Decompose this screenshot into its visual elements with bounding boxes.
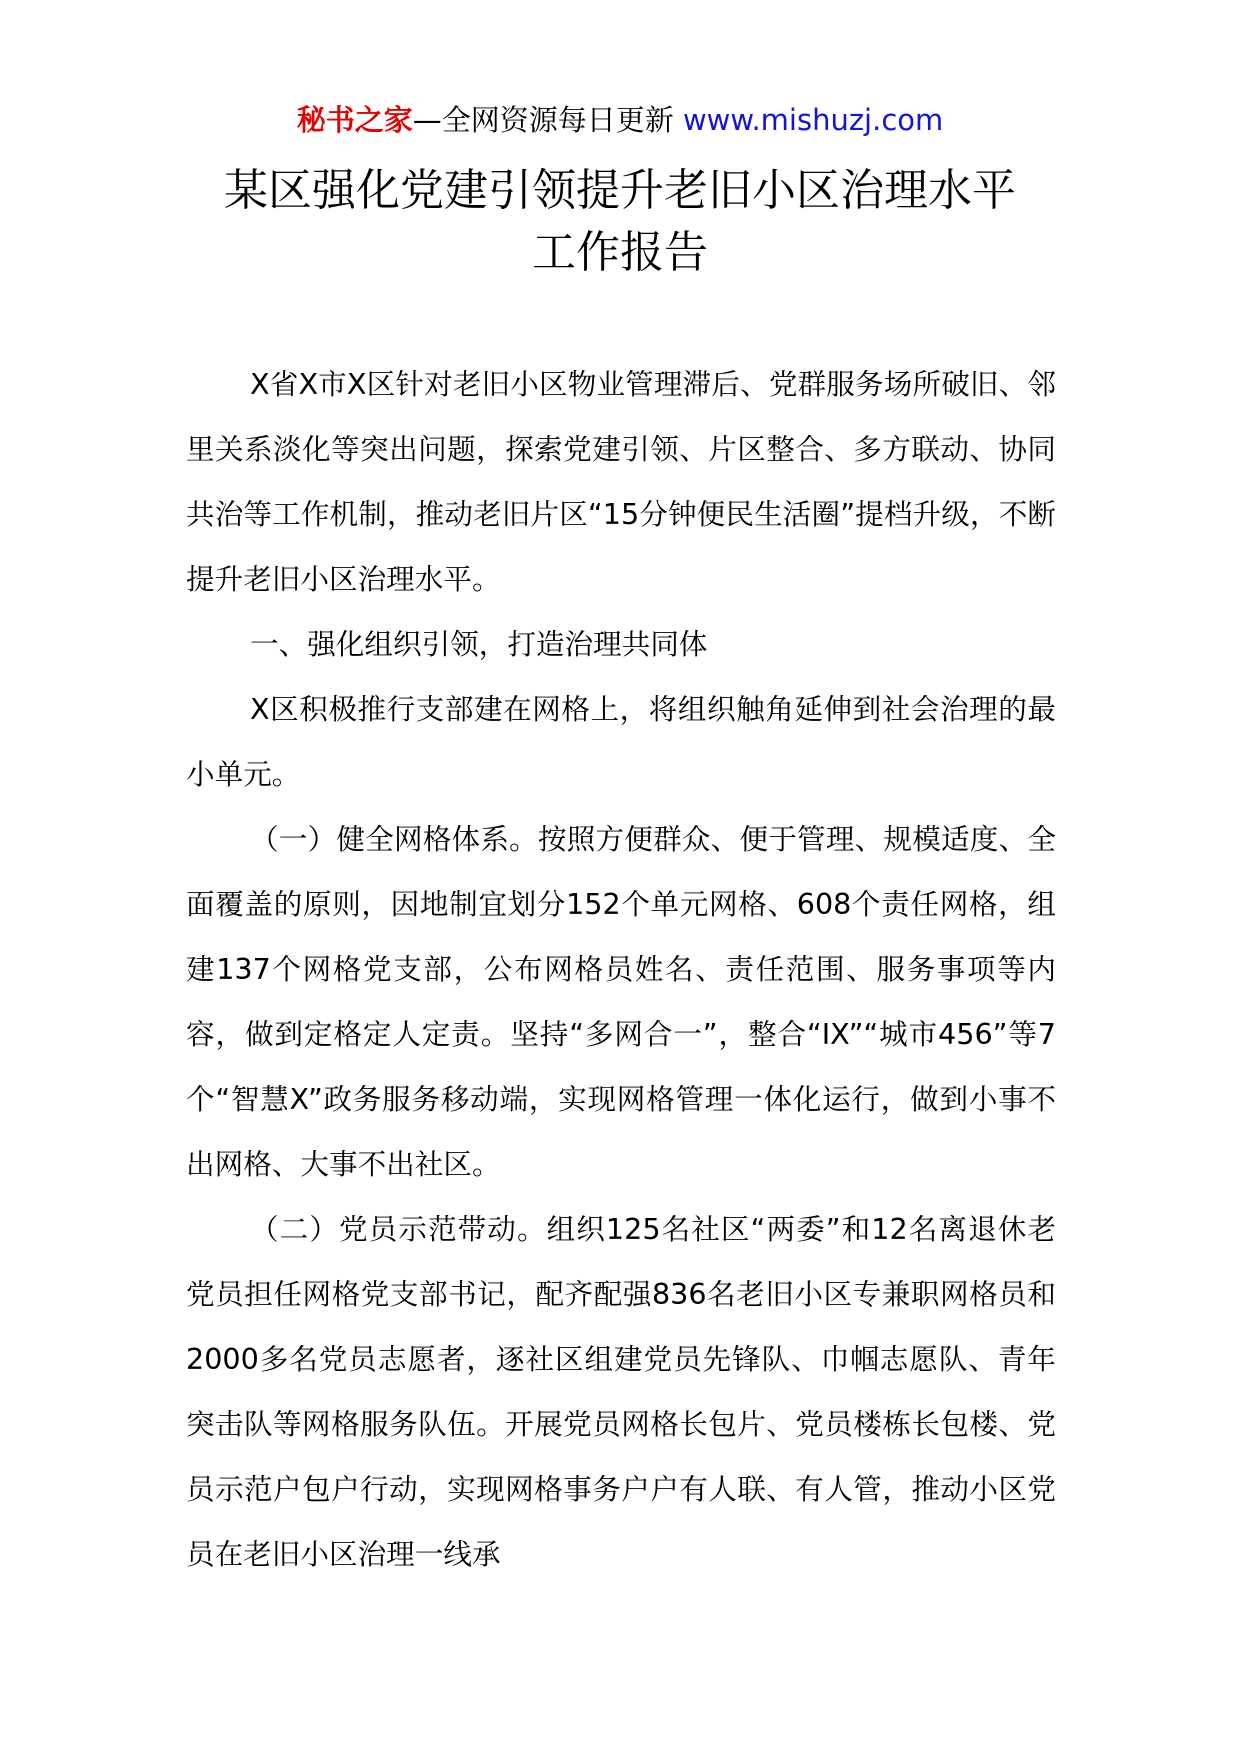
header-banner [0, 100, 1240, 140]
body-paragraph: X区积极推行支部建在网格上，将组织触角延伸到社会治理的最小单元。 [186, 692, 1056, 791]
body-paragraph: （一）健全网格体系。按照方便群众、便于管理、规模适度、全面覆盖的原则，因地制宜划分152个单元网格、608个责任网格，组建137个网格党支部，公布网格员姓名、责任范围、服务事项等内容，做到定格定人定责。坚持“多网合一”，整合“IX”“城市456”等7个“智慧X”政务服务移动端，实现网格管理一体化运行，做到小事不出网格、大事不出社区。 [186, 822, 1056, 1181]
page-title [0, 160, 1240, 284]
intro-paragraph: X省X市X区针对老旧小区物业管理滞后、党群服务场所破旧、邻里关系淡化等突出问题，探索党建引领、片区整合、多方联动、协同共治等工作机制，推动老旧片区“15分钟便民生活圈”提档升级，不断提升老旧小区治理水平。 [186, 367, 1056, 596]
title-line-1: 某区强化党建引领提升老旧小区治理水平 [224, 165, 1016, 216]
banner-tagline: —全网资源每日更新 [412, 103, 683, 137]
website-link[interactable]: www.mishuzj.com [682, 103, 944, 137]
brand-name: 秘书之家 [296, 103, 413, 137]
body-paragraph: （二）党员示范带动。组织125名社区“两委”和12名离退休老党员担任网格党支部书记，配齐配强836名老旧小区专兼职网格员和2000多名党员志愿者，逐社区组建党员先锋队、巾帼志愿队、青年突击队等网格服务队伍。开展党员网格长包片、党员楼栋长包楼、党员示范户包户行动，实现网格事务户户有人联、有人管，推动小区党员在老旧小区治理一线承 [186, 1212, 1056, 1571]
document-body [186, 352, 1056, 1587]
section-heading: 一、强化组织引领，打造治理共同体 [250, 627, 708, 661]
title-line-2: 工作报告 [532, 227, 708, 278]
